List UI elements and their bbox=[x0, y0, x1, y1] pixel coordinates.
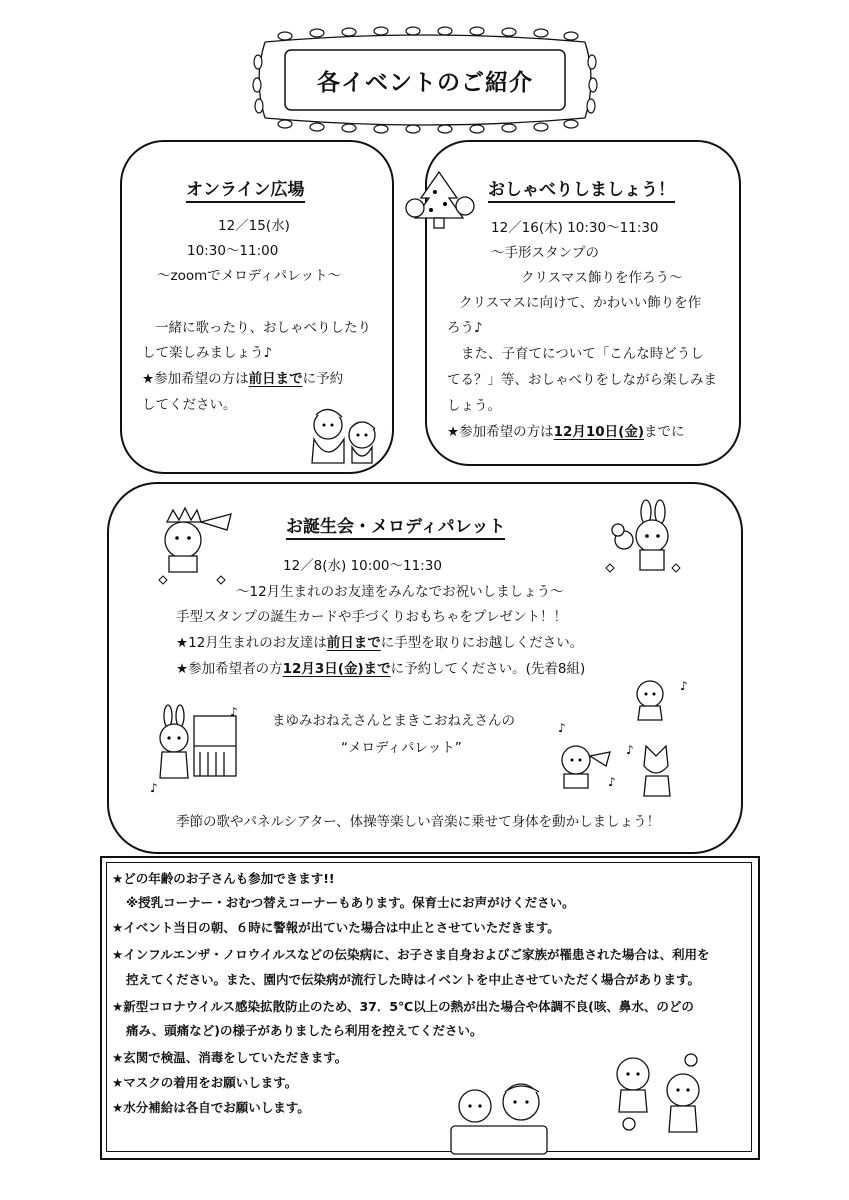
chat-sub-2: クリスマス飾りを作ろう～ bbox=[521, 270, 683, 286]
svg-text:♪: ♪ bbox=[608, 775, 616, 789]
online-apply bbox=[142, 369, 343, 389]
lion-king-illustration-icon bbox=[155, 508, 235, 580]
rabbit-piano-illustration-icon bbox=[148, 706, 243, 796]
online-subtitle: ～zoomでメロディパレット～ bbox=[157, 268, 342, 284]
svg-text:♪: ♪ bbox=[230, 705, 238, 719]
svg-text:♪: ♪ bbox=[150, 781, 158, 795]
chat-apply-pre: ★参加希望の方は bbox=[447, 424, 554, 440]
online-date: 12／15(水) bbox=[218, 218, 290, 234]
animal-band-illustration-icon bbox=[550, 676, 700, 806]
birthday-line-3-pre: ★参加希望者の方 bbox=[176, 661, 283, 677]
notice-item: ※授乳コーナー・おむつ替えコーナーもあります。保育士にお声がけください。 bbox=[126, 895, 575, 910]
online-apply-emph: 前日まで bbox=[248, 371, 303, 387]
notice-item: ★イベント当日の朝、６時に警報が出ていた場合は中止とさせていただきます。 bbox=[112, 920, 560, 935]
svg-text:♪: ♪ bbox=[680, 679, 688, 693]
birthday-line-2 bbox=[176, 633, 583, 653]
svg-text:♪: ♪ bbox=[626, 743, 634, 757]
online-body-1: 一緒に歌ったり、おしゃべりしたり bbox=[155, 320, 371, 336]
chat-body-2: ろう♪ bbox=[447, 320, 483, 336]
birthday-line-3-post: に予約してください。(先着8組) bbox=[390, 661, 586, 677]
melody-line-1: まゆみおねえさんとまきこおねえさんの bbox=[272, 713, 515, 729]
chat-body-3: また、子育てについて「こんな時どうし bbox=[461, 346, 704, 362]
birthday-line-2-emph: 前日まで bbox=[326, 635, 381, 651]
chat-sub-1: ～手形スタンプの bbox=[491, 245, 599, 261]
svg-text:♪: ♪ bbox=[558, 721, 566, 735]
birthday-sub: ～12月生まれのお友達をみんなでお祝いしましょう～ bbox=[236, 584, 564, 600]
online-apply-post: に予約 bbox=[302, 371, 344, 387]
chat-body-5: しょう。 bbox=[447, 398, 501, 414]
notice-item: ★どの年齢のお子さんも参加できます!! bbox=[112, 871, 335, 886]
birthday-line-1: 手型スタンプの誕生カードや手づくりおもちゃをプレゼント！！ bbox=[176, 609, 567, 625]
birthday-line-3 bbox=[176, 659, 585, 679]
christmas-tree-illustration-icon bbox=[405, 168, 477, 234]
online-time: 10:30～11:00 bbox=[187, 243, 279, 259]
notice-item: 痛み、頭痛など)の様子がありましたら利用を控えてください。 bbox=[126, 1023, 483, 1038]
birthday-line-2-pre: ★12月生まれのお友達は bbox=[176, 635, 327, 651]
chat-apply-emph: 12月10日(金) bbox=[553, 424, 645, 440]
chat-apply bbox=[447, 422, 685, 442]
page-title: 各イベントのご紹介 bbox=[317, 70, 533, 96]
melody-line-2: “メロディパレット” bbox=[341, 740, 462, 756]
mother-child-illustration-icon bbox=[300, 405, 390, 465]
notice-item: ★玄関で検温、消毒をしていただきます。 bbox=[112, 1050, 348, 1065]
online-apply-2: してください。 bbox=[142, 397, 237, 413]
birthday-line-2-post: に手型を取りにお越しください。 bbox=[380, 635, 584, 651]
chat-body-1: クリスマスに向けて、かわいい飾りを作 bbox=[459, 295, 702, 311]
chat-body-4: てる？」等、おしゃべりをしながら楽しみま bbox=[447, 372, 717, 388]
chat-title: おしゃべりしましょう！ bbox=[488, 175, 675, 203]
notice-item: 控えてください。また、園内で伝染病が流行した時はイベントを中止させていただく場合があります。 bbox=[126, 972, 701, 987]
header-frame bbox=[255, 30, 595, 130]
online-title: オンライン広場 bbox=[186, 175, 305, 203]
notice-item: ★インフルエンザ・ノロウイルスなどの伝染病に、お子さま自身およびご家族が罹患された場合は、利用を bbox=[112, 947, 710, 962]
chat-datetime: 12／16(木) 10:30～11:30 bbox=[491, 220, 659, 236]
kids-cough-illustration-icon bbox=[605, 1050, 715, 1140]
online-body-2: して楽しみましょう♪ bbox=[142, 345, 273, 361]
birthday-title: お誕生会・メロディパレット bbox=[286, 512, 505, 540]
chat-apply-post: までに bbox=[644, 424, 685, 440]
birthday-line-3-emph: 12月3日(金)まで bbox=[282, 661, 391, 677]
notice-item: ★水分補給は各自でお願いします。 bbox=[112, 1100, 310, 1115]
birthday-datetime: 12／8(水) 10:00～11:30 bbox=[283, 558, 442, 574]
kids-handwashing-illustration-icon bbox=[445, 1080, 555, 1160]
online-apply-pre: ★参加希望の方は bbox=[142, 371, 249, 387]
notice-item: ★マスクの着用をお願いします。 bbox=[112, 1075, 298, 1090]
rabbit-bouquet-illustration-icon bbox=[602, 500, 682, 578]
birthday-closing: 季節の歌やパネルシアター、体操等楽しい音楽に乗せて身体を動かしましょう！ bbox=[176, 814, 661, 830]
notice-item: ★新型コロナウイルス感染拡散防止のため、37．5℃以上の熱が出た場合や体調不良(咳、鼻水、のどの bbox=[112, 999, 694, 1014]
